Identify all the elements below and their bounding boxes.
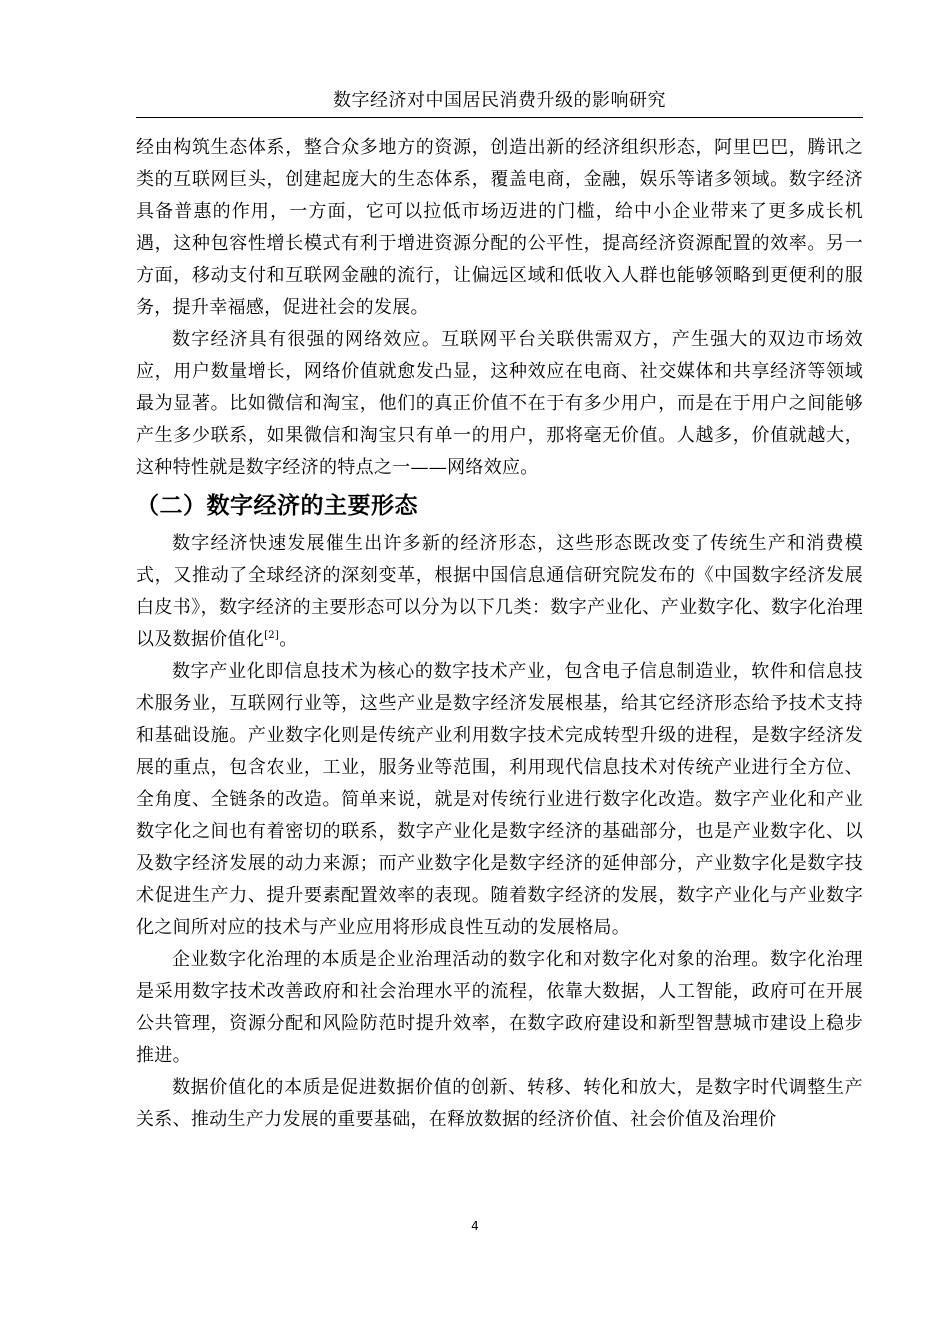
citation-marker: [2] <box>264 630 280 641</box>
paragraph-digital-governance: 企业数字化治理的本质是企业治理活动的数字化和对数字化对象的治理。数字化治理是采用数字技术改善政府和社会治理水平的流程，依靠大数据，人工智能，政府可在开展公共管理，资源分配和风险防范时提升效率，在数字政府建设和新型智慧城市建设上稳步推进。 <box>136 949 863 1066</box>
paragraph-digital-industrialization: 数字产业化即信息技术为核心的数字技术产业，包含电子信息制造业，软件和信息技术服务业，互联网行业等，这些产业是数字经济发展根基，给其它经济形态给予技术支持和基础设施。产业数字化则是传统产业利用数字技术完成转型升级的进程，是数字经济发展的重点，包含农业，工业，服务业等范围，利用现代信息技术对传统产业进行全方位、全角度、全链条的改造。简单来说，就是对传统行业进行数字化改造。数字产业化和产业数字化之间也有着密切的联系，数字产业化是数字经济的基础部分，也是产业数字化、以及数字经济发展的动力来源；而产业数字化是数字经济的延伸部分，产业数字化是数字技术促进生产力、提升要素配置效率的表现。随着数字经济的发展，数字产业化与产业数字化之间所对应的技术与产业应用将形成良性互动的发展格局。 <box>136 661 863 938</box>
page-number: 4 <box>471 1219 479 1233</box>
paragraph-main-forms-end: 。 <box>279 629 298 650</box>
paragraph-ecosystem-continuation: 经由构筑生态体系，整合众多地方的资源，创造出新的经济组织形态，阿里巴巴，腾讯之类的互联网巨头，创建起庞大的生态体系，覆盖电商，金融，娱乐等诸多领域。数字经济具备普惠的作用，一方面，它可以拉低市场迈进的门槛，给中小企业带来了更多成长机遇，这种包容性增长模式有利于增进资源分配的公平性，提高经济资源配置的效率。另一方面，移动支付和互联网金融的流行，让偏远区域和低收入人群也能够领略到更便利的服务，提升幸福感，促进社会的发展。 <box>136 137 863 318</box>
body-text <box>136 132 863 1136</box>
paragraph-main-forms <box>136 528 863 656</box>
section-heading: （二）数字经济的主要形态 <box>136 493 418 519</box>
paragraph-data-valorization: 数据价值化的本质是促进数据价值的创新、转移、转化和放大，是数字时代调整生产关系、推动生产力发展的重要基础，在释放数据的经济价值、社会价值及治理价 <box>136 1077 863 1130</box>
header-rule <box>136 117 863 118</box>
paragraph-network-effect: 数字经济具有很强的网络效应。互联网平台关联供需双方，产生强大的双边市场效应，用户数量增长，网络价值就愈发凸显，这种效应在电商、社交媒体和共享经济等领域最为显著。比如微信和淘宝，他们的真正价值不在于有多少用户，而是在于用户之间能够产生多少联系，如果微信和淘宝只有单一的用户，那将毫无价值。人越多，价值就越大，这种特性就是数字经济的特点之一——网络效应。 <box>136 329 863 478</box>
running-header: 数字经济对中国居民消费升级的影响研究 <box>333 90 666 111</box>
paragraph-main-forms-text: 数字经济快速发展催生出许多新的经济形态，这些形态既改变了传统生产和消费模式，又推动了全球经济的深刻变革，根据中国信息通信研究院发布的《中国数字经济发展白皮书》，数字经济的主要形态可以分为以下几类：数字产业化、产业数字化、数字化治理以及数据价值化 <box>136 533 863 650</box>
